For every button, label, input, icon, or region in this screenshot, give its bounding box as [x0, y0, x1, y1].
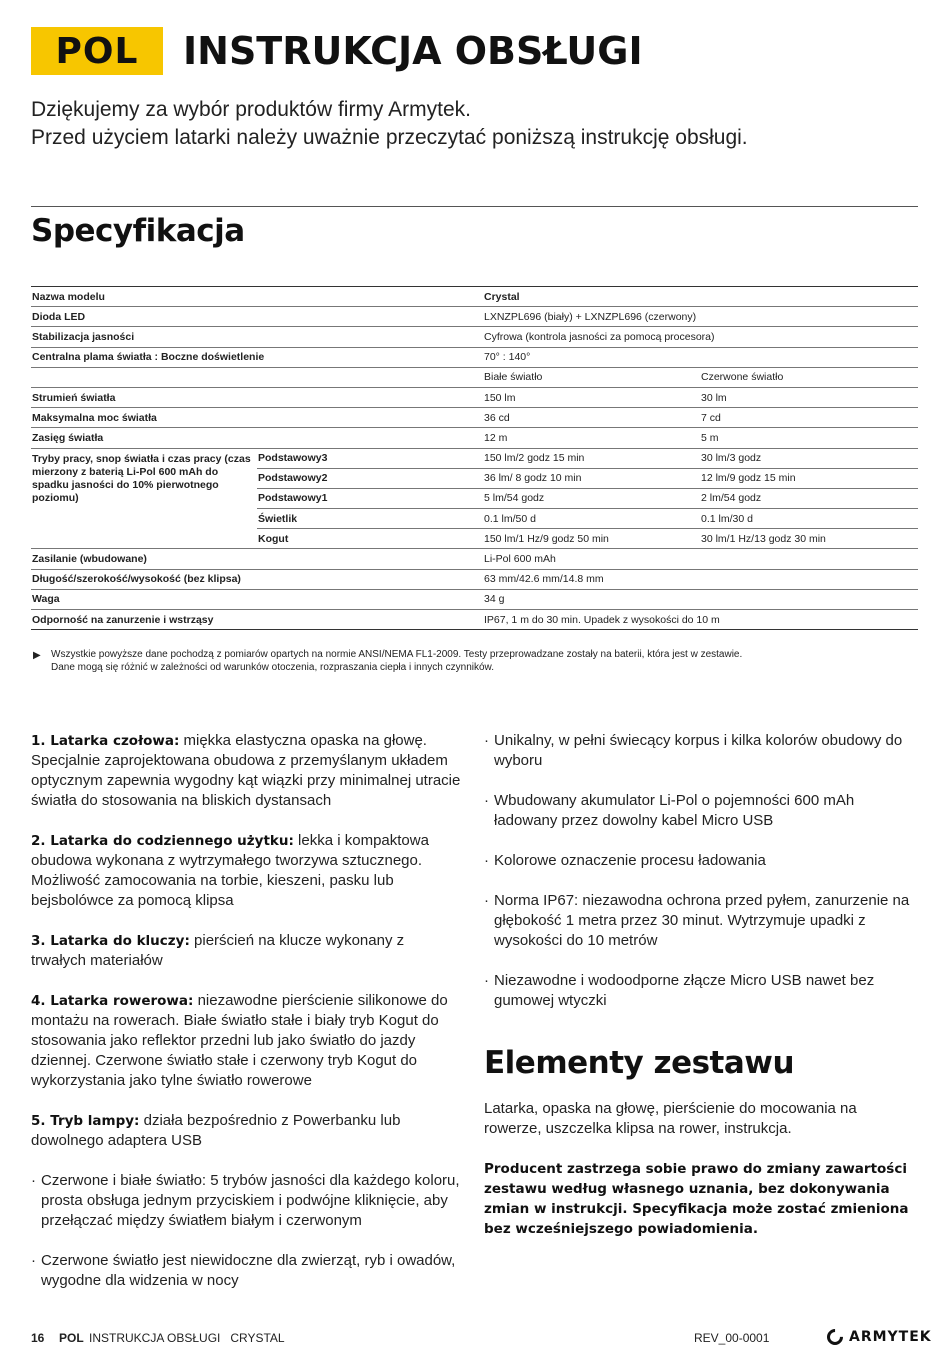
section-divider	[31, 206, 918, 207]
modes-label: Tryby pracy, snop światła i czas pracy (czas mierzony z baterią Li-Pol 600 mAh do spadku jasności do 10% pierwotnego poziomu)	[31, 448, 257, 549]
mode-white: 36 lm/ 8 godz 10 min	[483, 468, 700, 488]
feature-text: pierścień na klucze wykonany z trwałych materiałów	[31, 932, 405, 969]
kit-disclaimer: Producent zastrzega sobie prawo do zmiany zawartości zestawu według własnego uznania, bez dokonywania zmian w instrukcji. Specyfikacja może zostać zmieniona bez wcześniejszego powiadomienia.	[484, 1161, 909, 1237]
list-item	[484, 731, 918, 771]
spec-label: Dioda LED	[31, 307, 483, 327]
table-row	[31, 610, 918, 630]
table-row	[31, 569, 918, 589]
spec-label: Długość/szerokość/wysokość (bez klipsa)	[31, 569, 483, 589]
bullet-icon: ·	[484, 892, 489, 909]
mode-red: 0.1 lm/30 d	[700, 509, 918, 529]
list-item	[31, 1171, 461, 1231]
list-item-text: Norma IP67: niezawodna ochrona przed pyłem, zanurzenie na głębokość 1 metra przez 30 minut. Wytrzymuje upadki z wysokości do 10 metrów	[494, 892, 910, 949]
mode-name: Podstawowy3	[257, 448, 483, 468]
table-row	[31, 307, 918, 327]
page-number: 16	[31, 1331, 45, 1345]
table-row	[31, 549, 918, 569]
intro-text	[31, 96, 911, 152]
bullet-icon: ·	[484, 852, 489, 869]
table-row	[31, 387, 918, 407]
spec-value: 70° : 140°	[483, 347, 918, 367]
language-badge: POL	[31, 27, 163, 75]
spec-value-white: 150 lm	[483, 387, 700, 407]
spec-heading: Specyfikacja	[31, 213, 245, 249]
spec-value: LXNZPL696 (biały) + LXNZPL696 (czerwony)	[483, 307, 918, 327]
revision-code: REV_00-0001	[694, 1331, 770, 1345]
table-row	[31, 367, 918, 387]
spec-value-white: 36 cd	[483, 408, 700, 428]
feature-text: miękka elastyczna opaska na głowę. Specjalnie zaprojektowana obudowa z przemyślanym układem optycznym zapewnia wygodny kąt wiązki przy minimalnej utracie światła do stosowania na bliskich dystansach	[31, 732, 461, 809]
column-header-white: Białe światło	[483, 367, 700, 387]
list-item-text: Unikalny, w pełni świecący korpus i kilka kolorów obudowy do wyboru	[494, 732, 903, 769]
mode-red: 12 lm/9 godz 15 min	[700, 468, 918, 488]
feature-title: 1. Latarka czołowa:	[31, 733, 180, 749]
note-line-1: Wszystkie powyższe dane pochodzą z pomiarów opartych na normie ANSI/NEMA FL1-2009. Testy przeprowadzane zostały na baterii, która jest w zestawie.	[51, 649, 743, 660]
intro-line-1: Dziękujemy za wybór produktów firmy Armytek.	[31, 98, 471, 121]
spec-label: Maksymalna moc światła	[31, 408, 483, 428]
feature-title: 2. Latarka do codziennego użytku:	[31, 833, 294, 849]
page-footer	[31, 1329, 932, 1348]
mode-name: Świetlik	[257, 509, 483, 529]
spec-label: Odporność na zanurzenie i wstrząsy	[31, 610, 483, 630]
spec-value: IP67, 1 m do 30 min. Upadek z wysokości do 10 m	[483, 610, 918, 630]
mode-white: 0.1 lm/50 d	[483, 509, 700, 529]
spec-label: Nazwa modelu	[31, 287, 483, 307]
feature-paragraph	[31, 731, 461, 811]
spec-label: Zasięg światła	[31, 428, 483, 448]
spec-label	[31, 367, 483, 387]
measurement-note	[33, 648, 913, 674]
spec-label: Zasilanie (wbudowane)	[31, 549, 483, 569]
brand	[827, 1329, 932, 1345]
mode-white: 150 lm/1 Hz/9 godz 50 min	[483, 529, 700, 549]
kit-contents: Latarka, opaska na głowę, pierścienie do mocowania na rowerze, uszczelka klipsa na rower, instrukcja.	[484, 1100, 857, 1137]
mode-red: 30 lm/1 Hz/13 godz 30 min	[700, 529, 918, 549]
feature-text: niezawodne pierścienie silikonowe do montażu na rowerach. Białe światło stałe i biały tryb Kogut do stosowania jako reflektor przedni lub jako światło do jazdy dziennej. Czerwone światło stałe i czerwony tryb Kogut do wykorzystania jako tylne światło rowerowe	[31, 992, 448, 1089]
feature-paragraph	[31, 831, 461, 911]
column-header-red: Czerwone światło	[700, 367, 918, 387]
mode-name: Podstawowy1	[257, 488, 483, 508]
note-line-2: Dane mogą się różnić w zależności od warunków otoczenia, rozpraszania ciepła i innych czynników.	[51, 662, 494, 673]
mode-white: 5 lm/54 godz	[483, 488, 700, 508]
spec-value-red: 5 m	[700, 428, 918, 448]
feature-text: działa bezpośrednio z Powerbanku lub dowolnego adaptera USB	[31, 1112, 401, 1149]
feature-title: 3. Latarka do kluczy:	[31, 933, 190, 949]
spec-value: Crystal	[483, 287, 918, 307]
list-item	[484, 971, 918, 1011]
feature-paragraph	[31, 1111, 461, 1151]
spec-table	[31, 286, 918, 630]
features-left-column	[31, 731, 461, 1311]
list-item-text: Kolorowe oznaczenie procesu ładowania	[494, 852, 766, 869]
spec-value: Cyfrowa (kontrola jasności za pomocą procesora)	[483, 327, 918, 347]
mode-name: Kogut	[257, 529, 483, 549]
bullet-icon: ·	[31, 1252, 36, 1269]
document-title: INSTRUKCJA OBSŁUGI	[183, 29, 643, 73]
armytek-logo-icon	[824, 1326, 847, 1349]
spec-value: Li-Pol 600 mAh	[483, 549, 918, 569]
table-row	[31, 327, 918, 347]
feature-paragraph	[31, 931, 461, 971]
list-item	[31, 1251, 461, 1291]
table-row	[31, 448, 918, 468]
table-row	[31, 589, 918, 609]
page-header	[31, 27, 643, 75]
table-row	[31, 347, 918, 367]
spec-value: 34 g	[483, 589, 918, 609]
spec-label: Strumień światła	[31, 387, 483, 407]
list-item-text: Niezawodne i wodoodporne złącze Micro USB nawet bez gumowej wtyczki	[494, 972, 875, 1009]
spec-label: Waga	[31, 589, 483, 609]
table-row	[31, 408, 918, 428]
mode-red: 30 lm/3 godz	[700, 448, 918, 468]
spec-value-white: 12 m	[483, 428, 700, 448]
list-item	[484, 791, 918, 831]
spec-label: Stabilizacja jasności	[31, 327, 483, 347]
features-right-column	[484, 731, 918, 1239]
list-item-text: Czerwone i białe światło: 5 trybów jasności dla każdego koloru, prosta obsługa jednym przyciskiem i podwójne kliknięcie, aby przełączać między światłem białym i czerwonym	[41, 1172, 460, 1229]
kit-heading: Elementy zestawu	[484, 1045, 795, 1081]
feature-title: 5. Tryb lampy:	[31, 1113, 140, 1129]
mode-name: Podstawowy2	[257, 468, 483, 488]
list-item	[484, 891, 918, 951]
table-row	[31, 428, 918, 448]
spec-value-red: 7 cd	[700, 408, 918, 428]
list-item-text: Czerwone światło jest niewidoczne dla zwierząt, ryb i owadów, wygodne dla widzenia w nocy	[41, 1252, 456, 1289]
triangle-right-icon: ▶	[33, 650, 41, 661]
spec-value-red: 30 lm	[700, 387, 918, 407]
brand-name: ARMYTEK	[849, 1329, 932, 1345]
feature-title: 4. Latarka rowerowa:	[31, 993, 194, 1009]
spec-value: 63 mm/42.6 mm/14.8 mm	[483, 569, 918, 589]
mode-white: 150 lm/2 godz 15 min	[483, 448, 700, 468]
bullet-icon: ·	[484, 732, 489, 749]
list-item-text: Wbudowany akumulator Li-Pol o pojemności 600 mAh ładowany przez dowolny kabel Micro USB	[494, 792, 855, 829]
footer-title: INSTRUKCJA OBSŁUGI CRYSTAL	[89, 1331, 285, 1345]
footer-language: POL	[59, 1331, 84, 1345]
list-item	[484, 851, 918, 871]
mode-red: 2 lm/54 godz	[700, 488, 918, 508]
bullet-icon: ·	[484, 972, 489, 989]
feature-paragraph	[31, 991, 461, 1091]
spec-label: Centralna plama światła : Boczne doświetlenie	[31, 347, 483, 367]
feature-text: lekka i kompaktowa obudowa wykonana z wytrzymałego tworzywa sztucznego. Możliwość zamocowania na torbie, kieszeni, pasku lub bejsbolówce za pomocą klipsa	[31, 832, 429, 909]
table-row	[31, 287, 918, 307]
bullet-icon: ·	[484, 792, 489, 809]
intro-line-2: Przed użyciem latarki należy uważnie przeczytać poniższą instrukcję obsługi.	[31, 126, 748, 149]
bullet-icon: ·	[31, 1172, 36, 1189]
